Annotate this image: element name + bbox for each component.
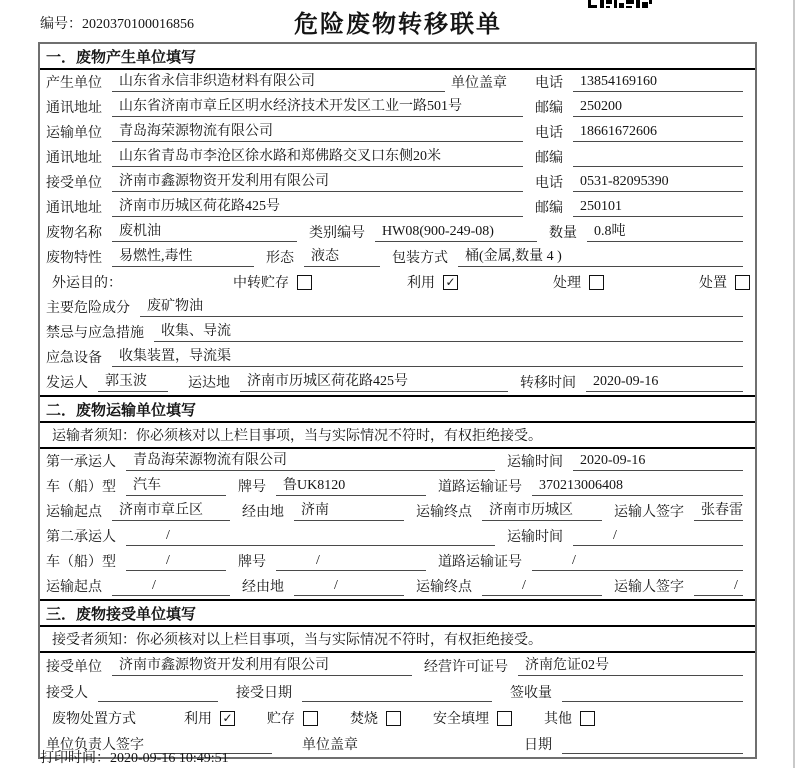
field-label: 数量 [549,226,577,241]
field-label: 产生单位 [46,76,102,91]
field-value: 山东省济南市章丘区明水经济技术开发区工业一路501号 [112,95,523,117]
field-label: 运输单位 [46,126,102,141]
field-value: 济南危证02号 [518,654,743,676]
form-table [38,42,757,759]
field-label: 道路运输证号 [438,555,522,570]
checkbox-item [184,708,235,728]
field-label: 经由地 [242,580,284,595]
field-value: 液态 [304,245,380,267]
checkbox-item [544,708,595,728]
checkbox-label: 其他 [544,712,572,727]
field-value: / [112,578,230,596]
checkbox-label: 利用 [184,712,212,727]
field-value: 济南市历城区荷花路425号 [112,195,523,217]
field-label: 包装方式 [392,251,448,266]
field-value: 13854169160 [573,74,743,92]
field-value: 收集装置，导流渠 [112,345,743,367]
checkbox-icon [497,711,512,726]
section-title: 三．废物接受单位填写 [40,599,755,627]
checkbox-item [350,708,401,728]
field-label: 电话 [535,76,563,91]
checkbox-label: 安全填埋 [433,712,489,727]
field-label: 邮编 [535,201,563,216]
section-title: 一．废物产生单位填写 [40,44,755,70]
qr-code-icon [588,0,652,10]
form-row [40,499,755,524]
form-row [40,705,755,731]
form-row [40,679,755,705]
field-value: 山东省永信非织造材料有限公司 [112,70,445,92]
checkbox-icon [580,711,595,726]
print-time: 2020-09-16 10:49:51 [110,751,229,766]
checkbox-icon [303,711,318,726]
form-row [40,220,755,245]
field-value: HW08(900-249-08) [375,224,537,242]
field-value [573,165,743,167]
field-label: 单位负责人签字 [46,738,144,753]
field-value: 桶(金属,数量 4 ) [458,245,743,267]
form-row [40,449,755,474]
form-row [40,370,755,395]
field-label: 运输人签字 [614,580,684,595]
field-label: 邮编 [535,101,563,116]
checkbox-item [233,272,312,292]
form-row [40,245,755,270]
static-text: 单位盖章 [302,738,358,753]
field-label: 发运人 [46,376,88,391]
field-label: 车（船）型 [46,555,116,570]
checkbox-label: 贮存 [267,712,295,727]
checkbox-label: 利用 [407,276,435,291]
field-value [562,752,743,754]
field-value [302,700,492,702]
field-label: 通讯地址 [46,101,102,116]
field-label: 运输人签字 [614,505,684,520]
checkbox-item [433,708,512,728]
field-value: / [482,578,602,596]
field-label: 运输终点 [416,580,472,595]
field-value: 2020-09-16 [573,453,743,471]
field-value: 济南 [294,499,404,521]
field-label: 邮编 [535,151,563,166]
field-value: 济南市鑫源物资开发利用有限公司 [112,654,412,676]
field-label: 道路运输证号 [438,480,522,495]
field-label: 禁忌与应急措施 [46,326,144,341]
field-label: 日期 [524,738,552,753]
field-value: / [276,553,426,571]
field-value: / [573,528,743,546]
field-value: 郭玉波 [98,370,168,392]
field-value: 山东省青岛市李沧区徐水路和郑佛路交叉口东侧20米 [112,145,523,167]
field-value: / [694,578,743,596]
print-time-line [40,747,229,767]
field-value: 济南市历城区荷花路425号 [240,370,508,392]
field-value: / [126,553,226,571]
field-label: 类别编号 [309,226,365,241]
form-row [40,70,755,95]
checkbox-label: 中转贮存 [233,276,289,291]
field-value: / [532,553,743,571]
field-label: 签收量 [510,686,552,701]
field-label: 形态 [266,251,294,266]
checkbox-label: 焚烧 [350,712,378,727]
form-row [40,345,755,370]
serial-label: 编号： [40,17,82,32]
field-value [562,700,743,702]
field-value: 250200 [573,99,743,117]
field-value: 济南市章丘区 [112,499,230,521]
notice-text: 接受者须知：你必须核对以上栏目事项，当与实际情况不符时，有权拒绝接受。 [52,633,542,648]
field-value: 0531-82095390 [573,174,743,192]
field-label: 运输时间 [507,455,563,470]
field-label: 废物特性 [46,251,102,266]
field-value: 废机油 [112,220,297,242]
checkbox-checked-icon: ✓ [220,711,235,726]
form-row [40,145,755,170]
field-label: 接受人 [46,686,88,701]
form-row [40,270,755,295]
field-value: 2020-09-16 [586,374,743,392]
field-label: 通讯地址 [46,151,102,166]
field-value: / [126,528,495,546]
field-value: 青岛海荣源物流有限公司 [112,120,523,142]
checkbox-item [267,708,318,728]
field-value: 0.8吨 [587,220,743,242]
field-label: 通讯地址 [46,201,102,216]
field-label: 经由地 [242,505,284,520]
field-label: 接受单位 [46,660,102,675]
static-text: 外运目的： [52,276,122,291]
field-label: 车（船）型 [46,480,116,495]
form-row [40,574,755,599]
notice-text: 运输者须知：你必须核对以上栏目事项，当与实际情况不符时，有权拒绝接受。 [52,429,542,444]
field-value: 济南市鑫源物资开发利用有限公司 [112,170,523,192]
field-label: 接受单位 [46,176,102,191]
field-label: 运输起点 [46,505,102,520]
field-label: 运输时间 [507,530,563,545]
form-row [40,320,755,345]
page-title: 危险废物转移联单 [294,12,502,38]
notice-row [40,423,755,449]
checkbox-item [553,272,604,292]
field-value: 18661672606 [573,124,743,142]
field-label: 接受日期 [236,686,292,701]
form-row [40,524,755,549]
field-label: 电话 [535,176,563,191]
checkbox-icon [386,711,401,726]
field-label: 牌号 [238,480,266,495]
field-value [98,700,218,702]
field-label: 废物名称 [46,226,102,241]
field-label: 电话 [535,126,563,141]
checkbox-checked-icon: ✓ [443,275,458,290]
checkbox-label: 处置 [699,276,727,291]
field-value: 济南市历城区 [482,499,602,521]
form-row [40,549,755,574]
field-value: 青岛海荣源物流有限公司 [126,449,495,471]
document-header [0,0,796,40]
field-label: 运输终点 [416,505,472,520]
form-row [40,170,755,195]
field-value: 易燃性,毒性 [112,245,254,267]
field-label: 运达地 [188,376,230,391]
field-value: 张春雷 [694,499,743,521]
serial-number: 2020370100016856 [82,17,194,32]
field-label: 经营许可证号 [424,660,508,675]
checkbox-icon [735,275,750,290]
field-label: 第二承运人 [46,530,116,545]
static-text: 单位盖章 [451,76,507,91]
field-label: 运输起点 [46,580,102,595]
form-row [40,120,755,145]
checkbox-icon [297,275,312,290]
checkbox-label: 处理 [553,276,581,291]
form-row [40,95,755,120]
field-label: 第一承运人 [46,455,116,470]
field-label: 主要危险成分 [46,301,130,316]
form-row [40,195,755,220]
field-value: 鲁UK8120 [276,474,426,496]
notice-row [40,627,755,653]
field-label: 应急设备 [46,351,102,366]
field-value: 370213006408 [532,478,743,496]
checkbox-item [699,272,750,292]
form-row [40,474,755,499]
form-row [40,653,755,679]
field-value: 汽车 [126,474,226,496]
field-value: 收集、导流 [154,320,743,342]
field-value: 250101 [573,199,743,217]
field-label: 转移时间 [520,376,576,391]
section-title: 二．废物运输单位填写 [40,395,755,423]
print-time-label: 打印时间： [40,751,110,766]
static-text: 废物处置方式 [52,712,136,727]
checkbox-item [407,272,458,292]
form-row [40,295,755,320]
page-edge-line [793,0,795,768]
field-value: / [294,578,404,596]
field-value: 废矿物油 [140,295,743,317]
field-label: 牌号 [238,555,266,570]
checkbox-icon [589,275,604,290]
